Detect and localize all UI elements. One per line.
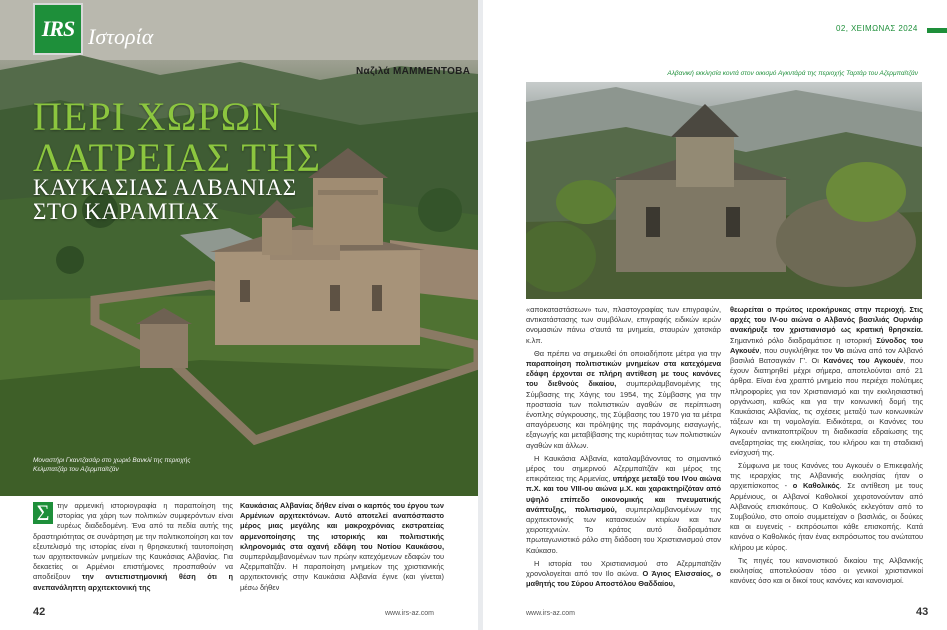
r-col2-p2-bold: ο Καθολικός bbox=[792, 481, 840, 491]
section-name: Ιστορία bbox=[88, 24, 154, 49]
right-body-column-1 bbox=[526, 305, 721, 602]
r-col2-p2-a: Σύμφωνα με τους Κανόνες του Αγκουέν ο Επικεφαλής της ιεραρχίας της Αλβανικής εκκλησίας ήταν ο αρχιεπίσκοπος - bbox=[730, 461, 923, 491]
r-col2-p1-g: Κανόνες του Αγκουέν bbox=[823, 356, 904, 366]
r-col1-p4-a: Η ιστορία του Χριστιανισμού στο Αζερμπαϊτζάν χρονολογείται από τον Ιlo αιώνα. bbox=[526, 558, 721, 579]
r-col2-p1-d: , που συγκλήθηκε τον bbox=[759, 345, 835, 355]
left-col1-text: την αρμενική ιστοριογραφία η παραποίηση της ιστορίας για χάρη των πολιτικών συμφερόντων είναι ευρέως διαδεδομένη. Ένα από τα πεδία αυτής της δραστηριότητας σε συνάρτηση με την πολιτικοποίηση και τον εξευτελισμό της ιστορίας είναι η θρησκευτική ταυτοποίηση των αρχιτεκτονικών μνημείων της Καυκάσιας Αλβανίας. Για δεκαετίες οι Αρμένιοι επιστήμονες προσπαθούν να αποδείξουν bbox=[33, 501, 233, 582]
website-right: www.irs-az.com bbox=[526, 610, 576, 617]
issue-label: 02, ΧΕΙΜΩΝΑΣ 2024 bbox=[836, 24, 918, 33]
photo-albanian-church bbox=[526, 82, 922, 299]
right-body-column-2 bbox=[730, 305, 923, 602]
photo-caption: Αλβανική εκκλησία κοντά στον οικισμό Αγκντάρά της περιοχής Ταρτάρ του Αζερμπαϊτζάν bbox=[667, 70, 918, 77]
article-title-sub: ΚΑΥΚΑΣΙΑΣ ΑΛΒΑΝΙΑΣ ΣΤΟ ΚΑΡΑΜΠΑΧ bbox=[33, 175, 297, 224]
right-page bbox=[483, 0, 947, 630]
r-col2-p1-b: Σημαντικό ρόλο διαδραμάτισε η ιστορική bbox=[730, 335, 877, 345]
r-col1-p3-a: Η Καυκάσια Αλβανία, καταλαμβάνοντας το σημαντικό μέρος του σημερινού Αζερμπαϊτζάν και μέρος της επικράτειας της Αρμενίας, bbox=[526, 453, 721, 484]
r-col2-p1-e: Vo bbox=[834, 345, 844, 355]
r-col2-p1-f: αιώνα από τον Αλβανό βασιλιά Βατσαγκάν Γ'. Οι bbox=[730, 345, 923, 366]
r-col1-p1: «αποκαταστάσεων» των, πλαστογραφίας των επιγραφών, αντικατάστασης των συμβόλων, επιγραφής ειδικών ιερών ονομασιών πάνω σ'αυτά τα μνημεία, σταυρών χατσκάρ κ.λπ. bbox=[526, 305, 721, 345]
r-col1-p3 bbox=[526, 454, 721, 556]
r-col1-p2 bbox=[526, 349, 721, 451]
left-col2-text: συμπεριλαμβανομένων των πρώην κατεχόμενων εδαφών του Αζερμπαϊτζάν. Η παραποίηση μνημείων της χριστιανικής αρχιτεκτονικής στην Καυκάσια Αλβανία έγινε (και γίνεται) μέσω δήθεν bbox=[240, 552, 444, 592]
left-col1-bold: την αντιεπιστημονική θέση ότι η ανεπανάληπτη αρχιτεκτονική της bbox=[33, 572, 233, 592]
r-col2-p2 bbox=[730, 461, 923, 553]
hero-caption: Μοναστήρι Γκαντζασάρ στο χωριό Βανκλί της περιοχής Κελμπατζάρ του Αζερμπαϊτζάν bbox=[33, 457, 191, 473]
left-body-column-2 bbox=[240, 501, 444, 603]
website-left: www.irs-az.com bbox=[385, 610, 435, 617]
issue-accent-bar bbox=[927, 28, 947, 33]
hero-photo-gandzasar-monastery bbox=[0, 0, 478, 496]
author-name: Nαζιλά ΜΑΜΜΕΝΤΟΒΑ bbox=[356, 66, 471, 77]
dropcap: Σ bbox=[33, 502, 53, 524]
r-col2-p1-bold: θεωρείται ο πρώτος ιεροκήρυκας στην περιοχή. Στις αρχές του IV-ου αιώνα ο Αλβανός βασιλιάς Ουρνάιρ ανακήρυξε τον χριστιανισμό ως κρατική θρησκεία. bbox=[730, 305, 923, 335]
r-col1-p2-a: Θα πρέπει να σημειωθεί ότι οποιαδήποτε μέτρα για την bbox=[534, 348, 721, 358]
r-col1-p2-bold: παραποίηση πολιτιστικών μνημείων στα κατεχόμενα εδάφη έρχονται σε πλήρη αντίθεση με τους κανόνες του διεθνούς δικαίου, bbox=[526, 359, 721, 389]
r-col1-p3-bold: υπήρχε μεταξύ του IVου αιώνα π.Χ. και του VIII-ου αιώνα μ.Χ. και χαρακτηρίζόταν από υψηλό επίπεδο οικονομικής και πνευματικής ανάπτυξης, πολιτισμού, bbox=[526, 474, 721, 514]
r-col1-p3-c: συμπεριλαμβανομένων της αρχιτεκτονικής των κατασκευών κτιρίων και των χειροτεχνιών. Το κράτος αυτό διαδραμάτισε πρωταγωνιστικό ρόλο στη διάδοση του Χριστιανισμού στον Καύκασο. bbox=[526, 504, 721, 555]
r-col1-p4-bold: Ο Άγιος Ελισσαίος, ο μαθητής του Σύρου Αποστόλου Θαδδαίου, bbox=[526, 569, 721, 589]
page-number-right: 43 bbox=[916, 606, 929, 618]
r-col2-p2-c: . Σε αντίθεση με τους Αρμένιους, οι Αλβανοί Καθολικοί χειροτονούνταν από Αλβανούς επισκόπους. Ο Καθολικός εκλεγόταν από το Συμβούλιο, στο οποίο συμμετείχαν ο βασιλιάς, οι δούκες και οι ευγενείς - εκπρόσωποι κάθε επισκοπής. Κατά κανόνα ο Καθολικός ήταν ένας εκπρόσωπος του ανώτατου κλήρου με κύρος. bbox=[730, 481, 923, 552]
r-col1-p2-c: συμπεριλαμβανομένης της Σύμβασης της Χάγης του 1954, της Σύμβασης για την προστασία των πολιτιστικών αγαθών σε περίπτωση ένοπλης σύγκρουσης, της Σύμβασης του 1970 για τα μέτρα απαγόρευσης και πρόληψης της παράνομης εισαγωγής, εξαγωγής και μεταβίβασης της κυριότητας των πολιτιστικών αγαθών και άλλων. bbox=[526, 379, 721, 450]
article-title-main: ΠΕΡΙ ΧΩΡΩΝ ΛΑΤΡΕΙΑΣ ΤΗΣ bbox=[33, 94, 321, 180]
r-col1-p4 bbox=[526, 559, 721, 590]
r-col2-p3: Τις πηγές του κανονιστικού δικαίου της Αλβανικής εκκλησίας αποτελούσαν τόσο οι γενικοί χριστιανικοί κανόνες όσο και οι δικοί τους κανόνες και κανονισμοί. bbox=[730, 555, 923, 586]
left-body-column-1 bbox=[33, 501, 233, 603]
page-number-left: 42 bbox=[33, 606, 46, 618]
irs-logo: IRS bbox=[33, 3, 83, 55]
church-illustration bbox=[526, 82, 922, 299]
r-col2-p1-c: Σύνοδος του Αγκουέν bbox=[730, 335, 923, 355]
r-col2-p1-h: , που έχουν διατηρηθεί μέχρι σήμερα, αποτελούνται από 21 άρθρα. Είναι ένα χραπτό μνημείο που περιέχει πολύτιμες πληροφορίες για τον Χριστιανισμό και την εκκλησιαστική οργάνωση, καθώς και για την κοινωνική δομή της Καυκάσιας Αλβανίας, τις σχέσεις μεταξύ των κοινωνικών τάξεων και τη νομολογία. Ειδικότερα, οι Κανόνες του Αγκουέν αντικατοπτρίζουν τη διαδικασία εδραίωσης της ανεξαρτησίας της εκκλησίας, του κλήρου και τη σταδιακή ενίσχυσή της. bbox=[730, 356, 923, 457]
left-col2-bold: Καυκάσιας Αλβανίας δήθεν είναι ο καρπός του έργου των Αρμένιων αρχιτεκτόνων. Αυτό αποτελεί αναπόσπαστο μέρος μιας μεγάλης και μακροχρόνιας εκστρατείας αρμενοποίησης της ιστορικής και πολιτιστικής κληρονομιάς στα αχανή εδάφη του Νοτίου Καυκάσου, bbox=[240, 501, 444, 551]
r-col2-p1 bbox=[730, 305, 923, 458]
